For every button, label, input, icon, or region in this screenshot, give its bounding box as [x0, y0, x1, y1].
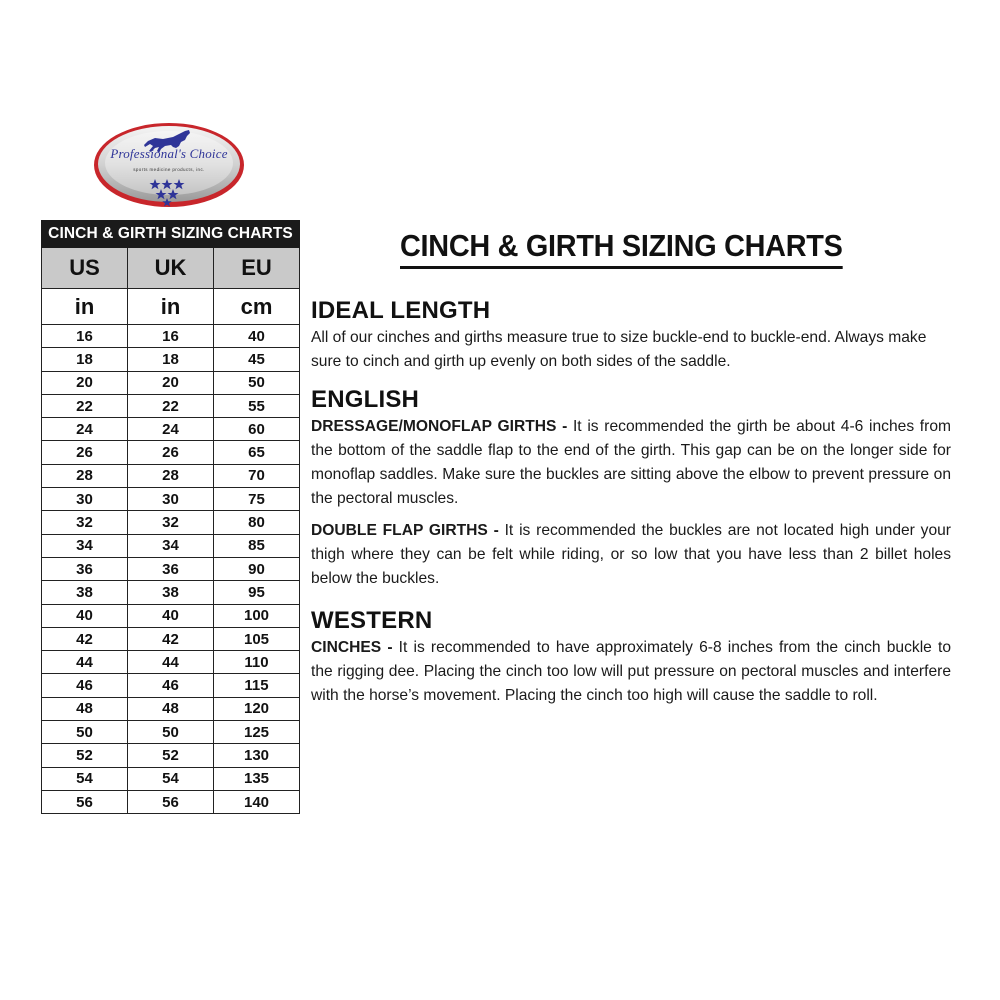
heading-western: WESTERN [311, 606, 433, 634]
size-cell-us: 32 [42, 511, 128, 534]
table-row [42, 744, 300, 767]
table-row [42, 348, 300, 371]
size-cell-uk: 42 [128, 627, 214, 650]
cinches-label: CINCHES - [311, 638, 393, 656]
size-cell-eu: 40 [214, 325, 300, 348]
size-cell-us: 56 [42, 790, 128, 813]
dressage-label: DRESSAGE/MONOFLAP GIRTHS - [311, 417, 568, 435]
size-cell-us: 42 [42, 627, 128, 650]
table-row [42, 511, 300, 534]
size-cell-us: 40 [42, 604, 128, 627]
size-cell-eu: 45 [214, 348, 300, 371]
logo-wordmark: Professional's Choice [110, 146, 228, 161]
table-row [42, 464, 300, 487]
table-row [42, 697, 300, 720]
size-cell-uk: 52 [128, 744, 214, 767]
size-cell-us: 54 [42, 767, 128, 790]
size-cell-eu: 105 [214, 627, 300, 650]
header-eu: EU [214, 248, 300, 289]
table-row [42, 418, 300, 441]
size-cell-uk: 46 [128, 674, 214, 697]
table-row [42, 488, 300, 511]
table-row [42, 627, 300, 650]
guidance-content [311, 296, 951, 709]
heading-ideal-length: IDEAL LENGTH [311, 297, 491, 324]
section-ideal-length [311, 296, 951, 375]
table-row [42, 325, 300, 348]
size-cell-uk: 28 [128, 464, 214, 487]
size-cell-eu: 110 [214, 651, 300, 674]
size-cell-uk: 34 [128, 534, 214, 557]
size-cell-uk: 20 [128, 371, 214, 394]
table-row [42, 790, 300, 813]
size-cell-uk: 50 [128, 721, 214, 744]
size-cell-us: 52 [42, 744, 128, 767]
size-cell-eu: 80 [214, 511, 300, 534]
size-cell-us: 20 [42, 371, 128, 394]
dressage-paragraph [311, 415, 951, 512]
size-cell-us: 48 [42, 697, 128, 720]
table-row [42, 557, 300, 580]
table-row [42, 721, 300, 744]
size-cell-uk: 18 [128, 348, 214, 371]
size-cell-uk: 26 [128, 441, 214, 464]
table-row [42, 767, 300, 790]
size-cell-us: 34 [42, 534, 128, 557]
size-cell-eu: 95 [214, 581, 300, 604]
size-cell-uk: 54 [128, 767, 214, 790]
size-cell-eu: 85 [214, 534, 300, 557]
size-cell-uk: 40 [128, 604, 214, 627]
table-row [42, 604, 300, 627]
size-cell-us: 44 [42, 651, 128, 674]
size-cell-eu: 120 [214, 697, 300, 720]
size-cell-uk: 38 [128, 581, 214, 604]
size-cell-us: 24 [42, 418, 128, 441]
ideal-length-text: All of our cinches and girths measure true to size buckle-end to buckle-end. Always make sure to cinch and girth up evenly on both sides of the saddle. [311, 329, 927, 371]
table-row [42, 674, 300, 697]
double-flap-text: It is recommended the buckles are not located high under your thigh where they can be felt while riding, or so low that you have less than 2 billet holes below the buckles. [311, 521, 951, 588]
size-cell-eu: 55 [214, 394, 300, 417]
sizing-table-body [42, 325, 300, 814]
size-cell-eu: 130 [214, 744, 300, 767]
size-cell-uk: 22 [128, 394, 214, 417]
logo-oval [93, 121, 245, 209]
unit-us: in [42, 289, 128, 325]
size-cell-eu: 50 [214, 371, 300, 394]
size-cell-us: 46 [42, 674, 128, 697]
size-cell-uk: 30 [128, 488, 214, 511]
size-cell-eu: 125 [214, 721, 300, 744]
table-row [42, 581, 300, 604]
size-cell-eu: 75 [214, 488, 300, 511]
heading-english: ENGLISH [311, 385, 420, 413]
size-cell-uk: 16 [128, 325, 214, 348]
size-cell-eu: 65 [214, 441, 300, 464]
size-cell-uk: 56 [128, 790, 214, 813]
table-row [42, 534, 300, 557]
table-row [42, 651, 300, 674]
table-row [42, 394, 300, 417]
dressage-text: It is recommended the girth be about 4-6 inches from the bottom of the saddle flap to the end of the girth. This gap can be on the longer side for monoflap saddles. Make sure the buckles are sitting above the elbow to prevent pressure on the pectoral muscles. [311, 417, 951, 508]
size-cell-eu: 135 [214, 767, 300, 790]
sizing-table [41, 220, 300, 814]
size-cell-us: 28 [42, 464, 128, 487]
double-flap-label: DOUBLE FLAP GIRTHS - [311, 521, 499, 539]
size-cell-us: 30 [42, 488, 128, 511]
size-cell-us: 38 [42, 581, 128, 604]
size-cell-us: 18 [42, 348, 128, 371]
header-uk: UK [128, 248, 214, 289]
unit-uk: in [128, 289, 214, 325]
page-title: CINCH & GIRTH SIZING CHARTS [400, 228, 843, 269]
size-cell-eu: 140 [214, 790, 300, 813]
section-english [311, 385, 951, 592]
double-flap-paragraph [311, 519, 951, 592]
size-cell-eu: 70 [214, 464, 300, 487]
size-cell-eu: 100 [214, 604, 300, 627]
size-cell-us: 36 [42, 557, 128, 580]
size-cell-uk: 24 [128, 418, 214, 441]
size-cell-eu: 90 [214, 557, 300, 580]
cinches-paragraph [311, 636, 951, 709]
table-title: CINCH & GIRTH SIZING CHARTS [42, 221, 300, 248]
size-cell-uk: 48 [128, 697, 214, 720]
size-cell-us: 16 [42, 325, 128, 348]
cinches-text: It is recommended to have approximately 6-8 inches from the cinch buckle to the rigging dee. Placing the cinch too low will put pressure on pectoral muscles and interfere with the horse’s movement. Placing the cinch too high will cause the saddle to roll. [311, 638, 951, 705]
unit-eu: cm [214, 289, 300, 325]
size-cell-us: 50 [42, 721, 128, 744]
header-us: US [42, 248, 128, 289]
table-row [42, 371, 300, 394]
size-cell-uk: 36 [128, 557, 214, 580]
brand-logo [93, 121, 245, 209]
size-cell-eu: 60 [214, 418, 300, 441]
size-cell-eu: 115 [214, 674, 300, 697]
size-cell-us: 22 [42, 394, 128, 417]
logo-tagline: sports medicine products, inc. [133, 167, 205, 172]
size-cell-uk: 44 [128, 651, 214, 674]
size-cell-us: 26 [42, 441, 128, 464]
table-row [42, 441, 300, 464]
size-cell-uk: 32 [128, 511, 214, 534]
section-western [311, 606, 951, 709]
